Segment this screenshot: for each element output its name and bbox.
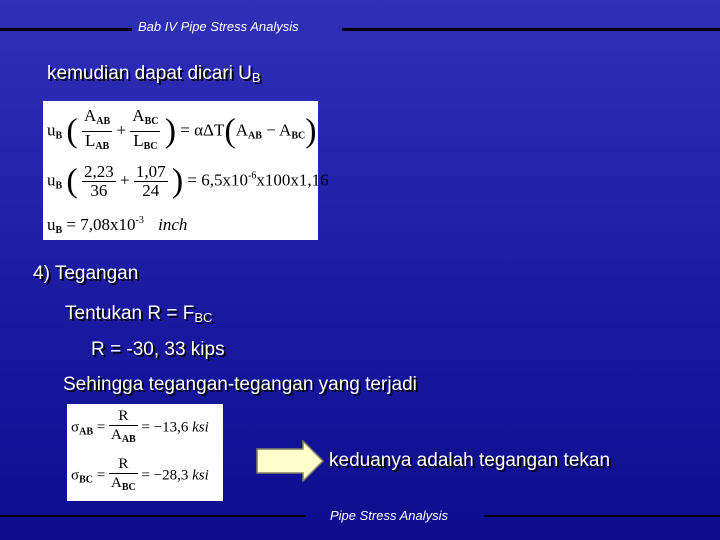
determine-sub: BC xyxy=(194,310,213,325)
f1r1-rhs-b: A xyxy=(279,120,292,140)
f1r1-rhs-a-sub: AB xyxy=(247,130,262,142)
f2r1-lhs: σ xyxy=(71,419,80,436)
f1r2-tail: x100x1,16 xyxy=(256,170,329,190)
f1r2-frac2 xyxy=(134,163,168,200)
intro-line xyxy=(47,63,261,85)
section-heading: 4) Tegangan xyxy=(33,263,139,284)
formula1-row1 xyxy=(47,107,317,156)
formula2-row2 xyxy=(71,455,209,497)
f1r1-minus: − xyxy=(261,120,280,140)
paren-open: ( xyxy=(66,112,78,150)
f1r2-d1: 36 xyxy=(90,181,108,200)
f2r1-eq: = xyxy=(93,419,109,436)
f2r2-den: A xyxy=(110,475,122,491)
f2r1-unit: ksi xyxy=(192,419,209,436)
f1r1-rhs-pre: = αΔT xyxy=(180,120,225,140)
f1r3-eq: = 7,08x10 xyxy=(62,215,136,234)
footer-rule-right xyxy=(484,515,720,517)
f2r1-den-sub: AB xyxy=(121,434,136,445)
formula-displacement xyxy=(43,101,329,240)
f1r2-lhs-sub: B xyxy=(55,180,63,192)
f1r1-n1-sub: AB xyxy=(96,116,111,127)
paren-open2: ( xyxy=(224,112,236,150)
result-line: Sehingga tegangan-tegangan yang terjadi xyxy=(63,374,417,395)
formula1-row3 xyxy=(47,215,187,236)
f2r1-num: R xyxy=(109,407,138,426)
f2r2-eq: = xyxy=(93,467,109,484)
f2r2-rhs: = −28,3 xyxy=(141,467,189,484)
intro-text: kemudian dapat dicari U xyxy=(47,63,252,84)
header-rule-left xyxy=(0,28,132,31)
f1r1-lhs: u xyxy=(47,120,56,140)
f1r2-n1: 2,23 xyxy=(84,162,114,181)
f2r2-lhs-sub: BC xyxy=(79,474,93,486)
f1r2-plus: + xyxy=(120,170,130,190)
f1r3-exp: -3 xyxy=(135,215,144,226)
f2r2-den-sub: BC xyxy=(121,482,136,493)
f1r3-lhs-sub: B xyxy=(55,225,63,236)
paren-close: ) xyxy=(164,112,177,150)
f1r1-frac1 xyxy=(82,107,112,156)
right-arrow-icon xyxy=(255,440,325,482)
intro-sub: B xyxy=(251,70,261,85)
f2r1-den: A xyxy=(110,427,122,443)
formula-stress xyxy=(67,404,223,501)
f1r1-n2: A xyxy=(132,106,145,125)
f1r2-lhs: u xyxy=(47,170,56,190)
f1r1-d1-sub: AB xyxy=(95,141,110,152)
f2r2-unit: ksi xyxy=(192,467,209,484)
formula1-row2 xyxy=(47,163,329,200)
header-rule-right xyxy=(342,28,720,31)
paren-open3: ( xyxy=(66,162,78,200)
f1r2-exp: -6 xyxy=(248,170,257,182)
paren-close3: ) xyxy=(171,162,184,200)
f1r1-lhs-sub: B xyxy=(55,130,63,142)
determine-line xyxy=(65,303,212,325)
f1r3-lhs: u xyxy=(47,215,56,234)
f1r3-unit: inch xyxy=(158,215,188,234)
f2r1-lhs-sub: AB xyxy=(79,426,93,438)
f1r2-n2: 1,07 xyxy=(135,162,166,181)
r-value: R = -30, 33 kips xyxy=(91,339,225,360)
determine-text: Tentukan R = F xyxy=(65,303,195,324)
f2r1-rhs: = −13,6 xyxy=(141,419,189,436)
f1r2-frac1 xyxy=(82,163,116,200)
paren-close2: ) xyxy=(305,112,317,150)
f1r1-rhs-a: A xyxy=(235,120,248,140)
f1r1-n2-sub: BC xyxy=(144,116,159,127)
f1r1-rhs-b-sub: BC xyxy=(291,130,306,142)
f1r1-d2-sub: BC xyxy=(143,141,158,152)
f1r1-d2: L xyxy=(133,131,144,150)
f2r1-frac xyxy=(109,407,138,449)
f2r2-frac xyxy=(109,455,138,497)
f1r2-rhs: = 6,5x10 xyxy=(187,170,249,190)
f2r2-num: R xyxy=(109,455,138,474)
f1r1-n1: A xyxy=(84,106,97,125)
header-title: Bab IV Pipe Stress Analysis xyxy=(138,19,299,34)
footer-title: Pipe Stress Analysis xyxy=(330,508,449,523)
f1r2-d2: 24 xyxy=(142,181,160,200)
f2r2-lhs: σ xyxy=(71,467,80,484)
f1r1-frac2 xyxy=(130,107,160,156)
conclusion-text: keduanya adalah tegangan tekan xyxy=(329,450,611,471)
footer-rule-left xyxy=(0,515,306,517)
f1r1-d1: L xyxy=(84,131,96,150)
f1r1-plus: + xyxy=(116,120,127,140)
formula2-row1 xyxy=(71,407,209,449)
